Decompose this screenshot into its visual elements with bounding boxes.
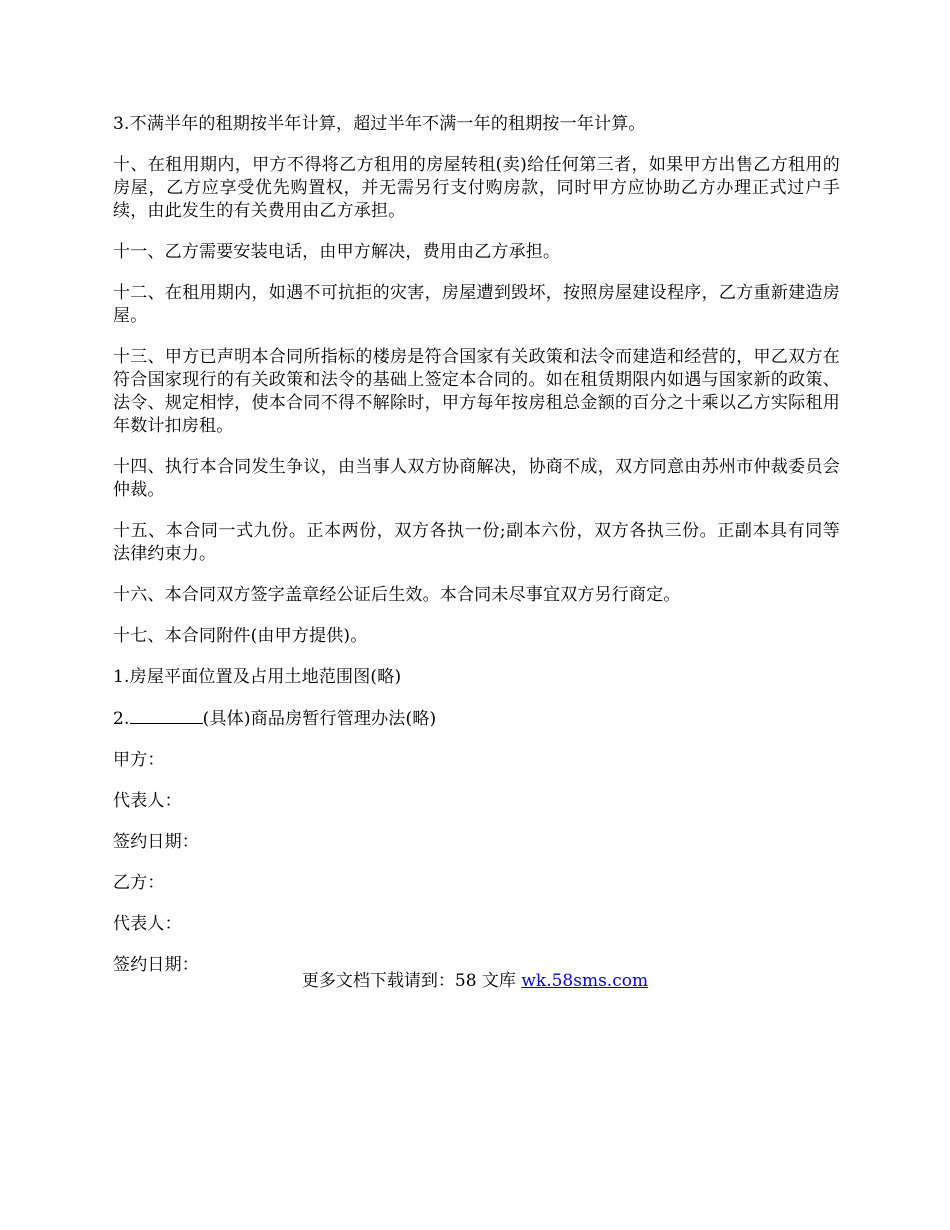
signature-representative-b: 代表人： — [113, 914, 182, 934]
footer-text: 更多文档下载请到：58 文库 — [301, 971, 522, 991]
fill-in-blank — [130, 707, 203, 724]
clause-17: 十七、本合同附件(由甲方提供)。 — [113, 626, 368, 646]
clause-13: 十三、甲方已声明本合同所指标的楼房是符合国家有关政策和法令而建造和经营的，甲乙双方在符合国家现行的有关政策和法令的基础上签定本合同的。如在租赁期限内如遇与国家新的政策、法令、规定相悖，使本合同不得不解除时，甲方每年按房租总金额的百分之十乘以乙方实际租用年数计扣房租。 — [113, 347, 840, 436]
signature-representative-a: 代表人： — [113, 791, 182, 811]
clause-12: 十二、在租用期内，如遇不可抗拒的灾害，房屋遭到毁坏，按照房屋建设程序，乙方重新建造房屋。 — [113, 283, 840, 326]
signature-date-b: 签约日期： — [113, 955, 199, 975]
footer — [0, 970, 950, 993]
paragraph-3: 3.不满半年的租期按半年计算，超过半年不满一年的租期按一年计算。 — [113, 114, 646, 134]
signature-date-a: 签约日期： — [113, 832, 199, 852]
signature-party-b: 乙方： — [113, 873, 165, 893]
footer-link[interactable]: wk.58sms.com — [521, 971, 649, 991]
attachment-2-prefix: 2. — [113, 709, 130, 729]
attachment-2-suffix: (具体)商品房暂行管理办法(略) — [202, 709, 437, 729]
clause-14: 十四、执行本合同发生争议，由当事人双方协商解决，协商不成，双方同意由苏州市仲裁委员会仲裁。 — [113, 457, 840, 500]
clause-10: 十、在租用期内，甲方不得将乙方租用的房屋转租(卖)给任何第三者，如果甲方出售乙方租用的房屋，乙方应享受优先购置权，并无需另行支付购房款，同时甲方应协助乙方办理正式过户手续，由此发生的有关费用由乙方承担。 — [113, 155, 840, 221]
clause-16: 十六、本合同双方签字盖章经公证后生效。本合同未尽事宜双方另行商定。 — [113, 585, 681, 605]
document-body — [113, 113, 840, 995]
attachment-1: 1.房屋平面位置及占用土地范围图(略) — [113, 667, 402, 687]
clause-11: 十一、乙方需要安装电话，由甲方解决，费用由乙方承担。 — [113, 242, 561, 262]
clause-15: 十五、本合同一式九份。正本两份，双方各执一份;副本六份，双方各执三份。正副本具有同等法律约束力。 — [113, 521, 840, 564]
signature-party-a: 甲方： — [113, 750, 165, 770]
attachment-2 — [113, 707, 840, 731]
